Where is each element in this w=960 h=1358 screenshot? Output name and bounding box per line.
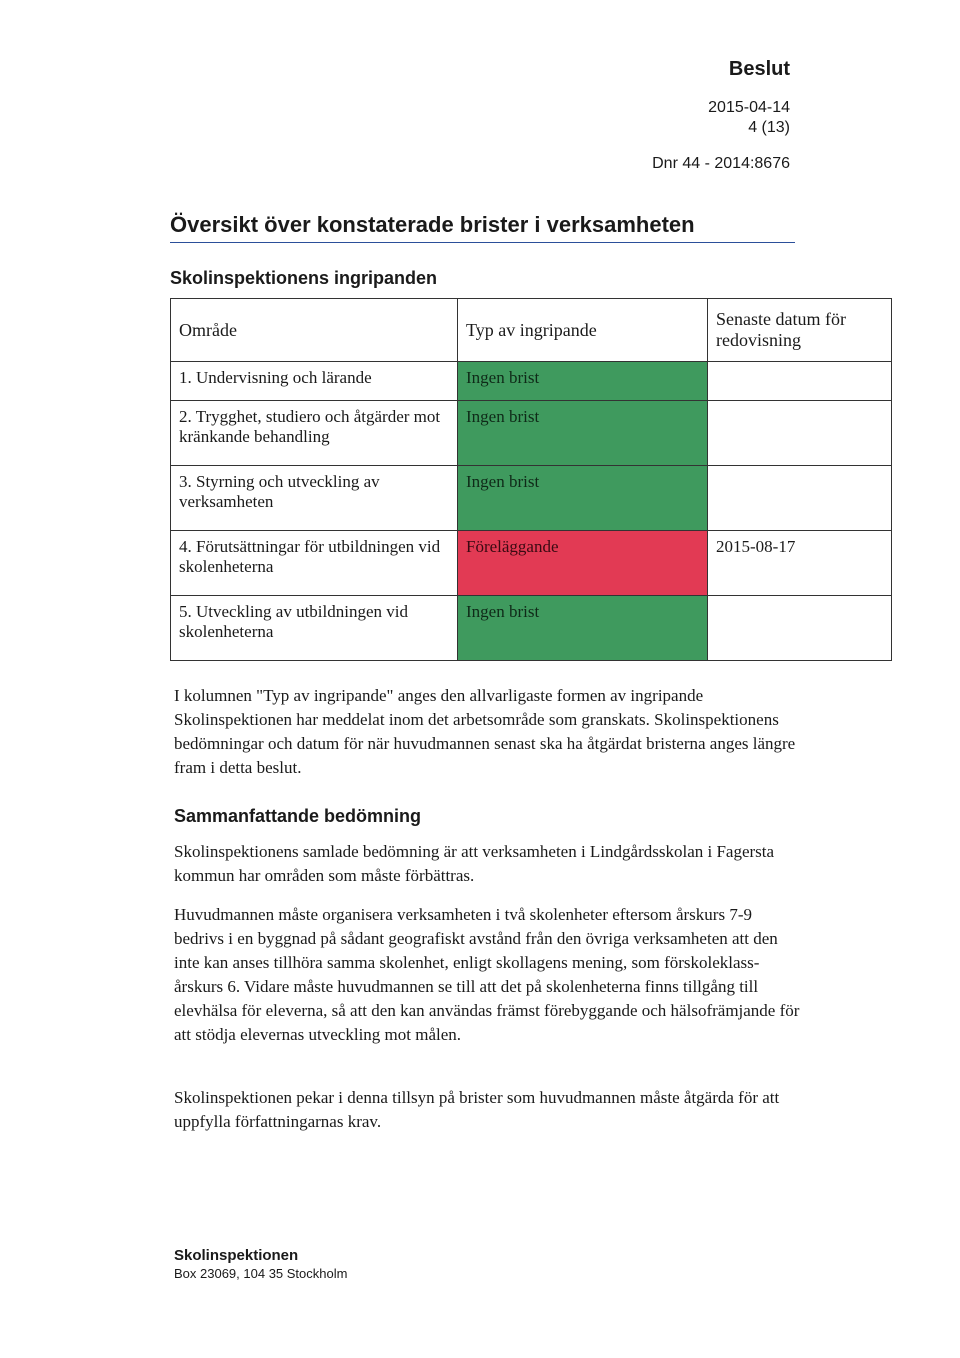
type-cell: Ingen brist <box>458 362 708 401</box>
column-header-area: Område <box>171 299 458 362</box>
type-cell: Ingen brist <box>458 596 708 661</box>
area-cell: 5. Utveckling av utbildningen vid skolenheterna <box>171 596 458 661</box>
section-subtitle: Skolinspektionens ingripanden <box>170 268 438 288</box>
diary-number: Dnr 44 - 2014:8676 <box>652 155 790 172</box>
table-header-row <box>171 299 892 362</box>
footer-address: Box 23069, 104 35 Stockholm <box>174 1266 348 1281</box>
date-cell: 2015-08-17 <box>708 531 892 596</box>
table-row <box>171 401 892 466</box>
table-row <box>171 531 892 596</box>
type-cell: Föreläggande <box>458 531 708 596</box>
area-cell: 2. Trygghet, studiero och åtgärder mot kränkande behandling <box>171 401 458 466</box>
column-header-type: Typ av ingripande <box>458 299 708 362</box>
table-note: I kolumnen "Typ av ingripande" anges den allvarligaste formen av ingripande Skolinspektionen har meddelat inom det arbetsområde som granskats. Skolinspektionens bedömningar och datum för när huvudmannen senast ska ha åtgärdat bristerna anges längre fram i detta beslut. <box>174 686 796 777</box>
footer-organization: Skolinspektionen <box>174 1247 299 1264</box>
type-cell: Ingen brist <box>458 466 708 531</box>
area-cell: 3. Styrning och utveckling av verksamheten <box>171 466 458 531</box>
date-cell <box>708 596 892 661</box>
document-date: 2015-04-14 <box>708 99 790 116</box>
date-cell <box>708 466 892 531</box>
area-cell: 1. Undervisning och lärande <box>171 362 458 401</box>
interventions-table <box>170 298 892 661</box>
table-row <box>171 362 892 401</box>
table-row <box>171 596 892 661</box>
type-cell: Ingen brist <box>458 401 708 466</box>
section-heading: Sammanfattande bedömning <box>174 806 422 826</box>
body-paragraph: Huvudmannen måste organisera verksamheten i två skolenheter eftersom årskurs 7-9 bedrivs i en byggnad på sådant geografiskt avstånd från den övriga verksamheten att den inte kan anses tillhöra samma skolenhet, enligt skollagens mening, som förskoleklass-årskurs 6. Vidare måste huvudmannen se till att det på skolenheterna finns tillgång till elevhälsa för eleverna, så att den kan användas främst förebyggande och hälsofrämjande för att stödja elevernas utveckling mot målen. <box>174 905 800 1044</box>
page-title: Översikt över konstaterade brister i verksamheten <box>170 212 795 243</box>
column-header-date: Senaste datum för redovisning <box>708 299 892 362</box>
document-type: Beslut <box>728 58 790 80</box>
area-cell: 4. Förutsättningar för utbildningen vid skolenheterna <box>171 531 458 596</box>
body-paragraph: Skolinspektionens samlade bedömning är att verksamheten i Lindgårdsskolan i Fagersta kommun har områden som måste förbättras. <box>174 842 775 885</box>
table-row <box>171 466 892 531</box>
page-number: 4 (13) <box>748 119 790 136</box>
date-cell <box>708 362 892 401</box>
body-paragraph: Skolinspektionen pekar i denna tillsyn på brister som huvudmannen måste åtgärda för att uppfylla författningarnas krav. <box>174 1088 780 1131</box>
date-cell <box>708 401 892 466</box>
